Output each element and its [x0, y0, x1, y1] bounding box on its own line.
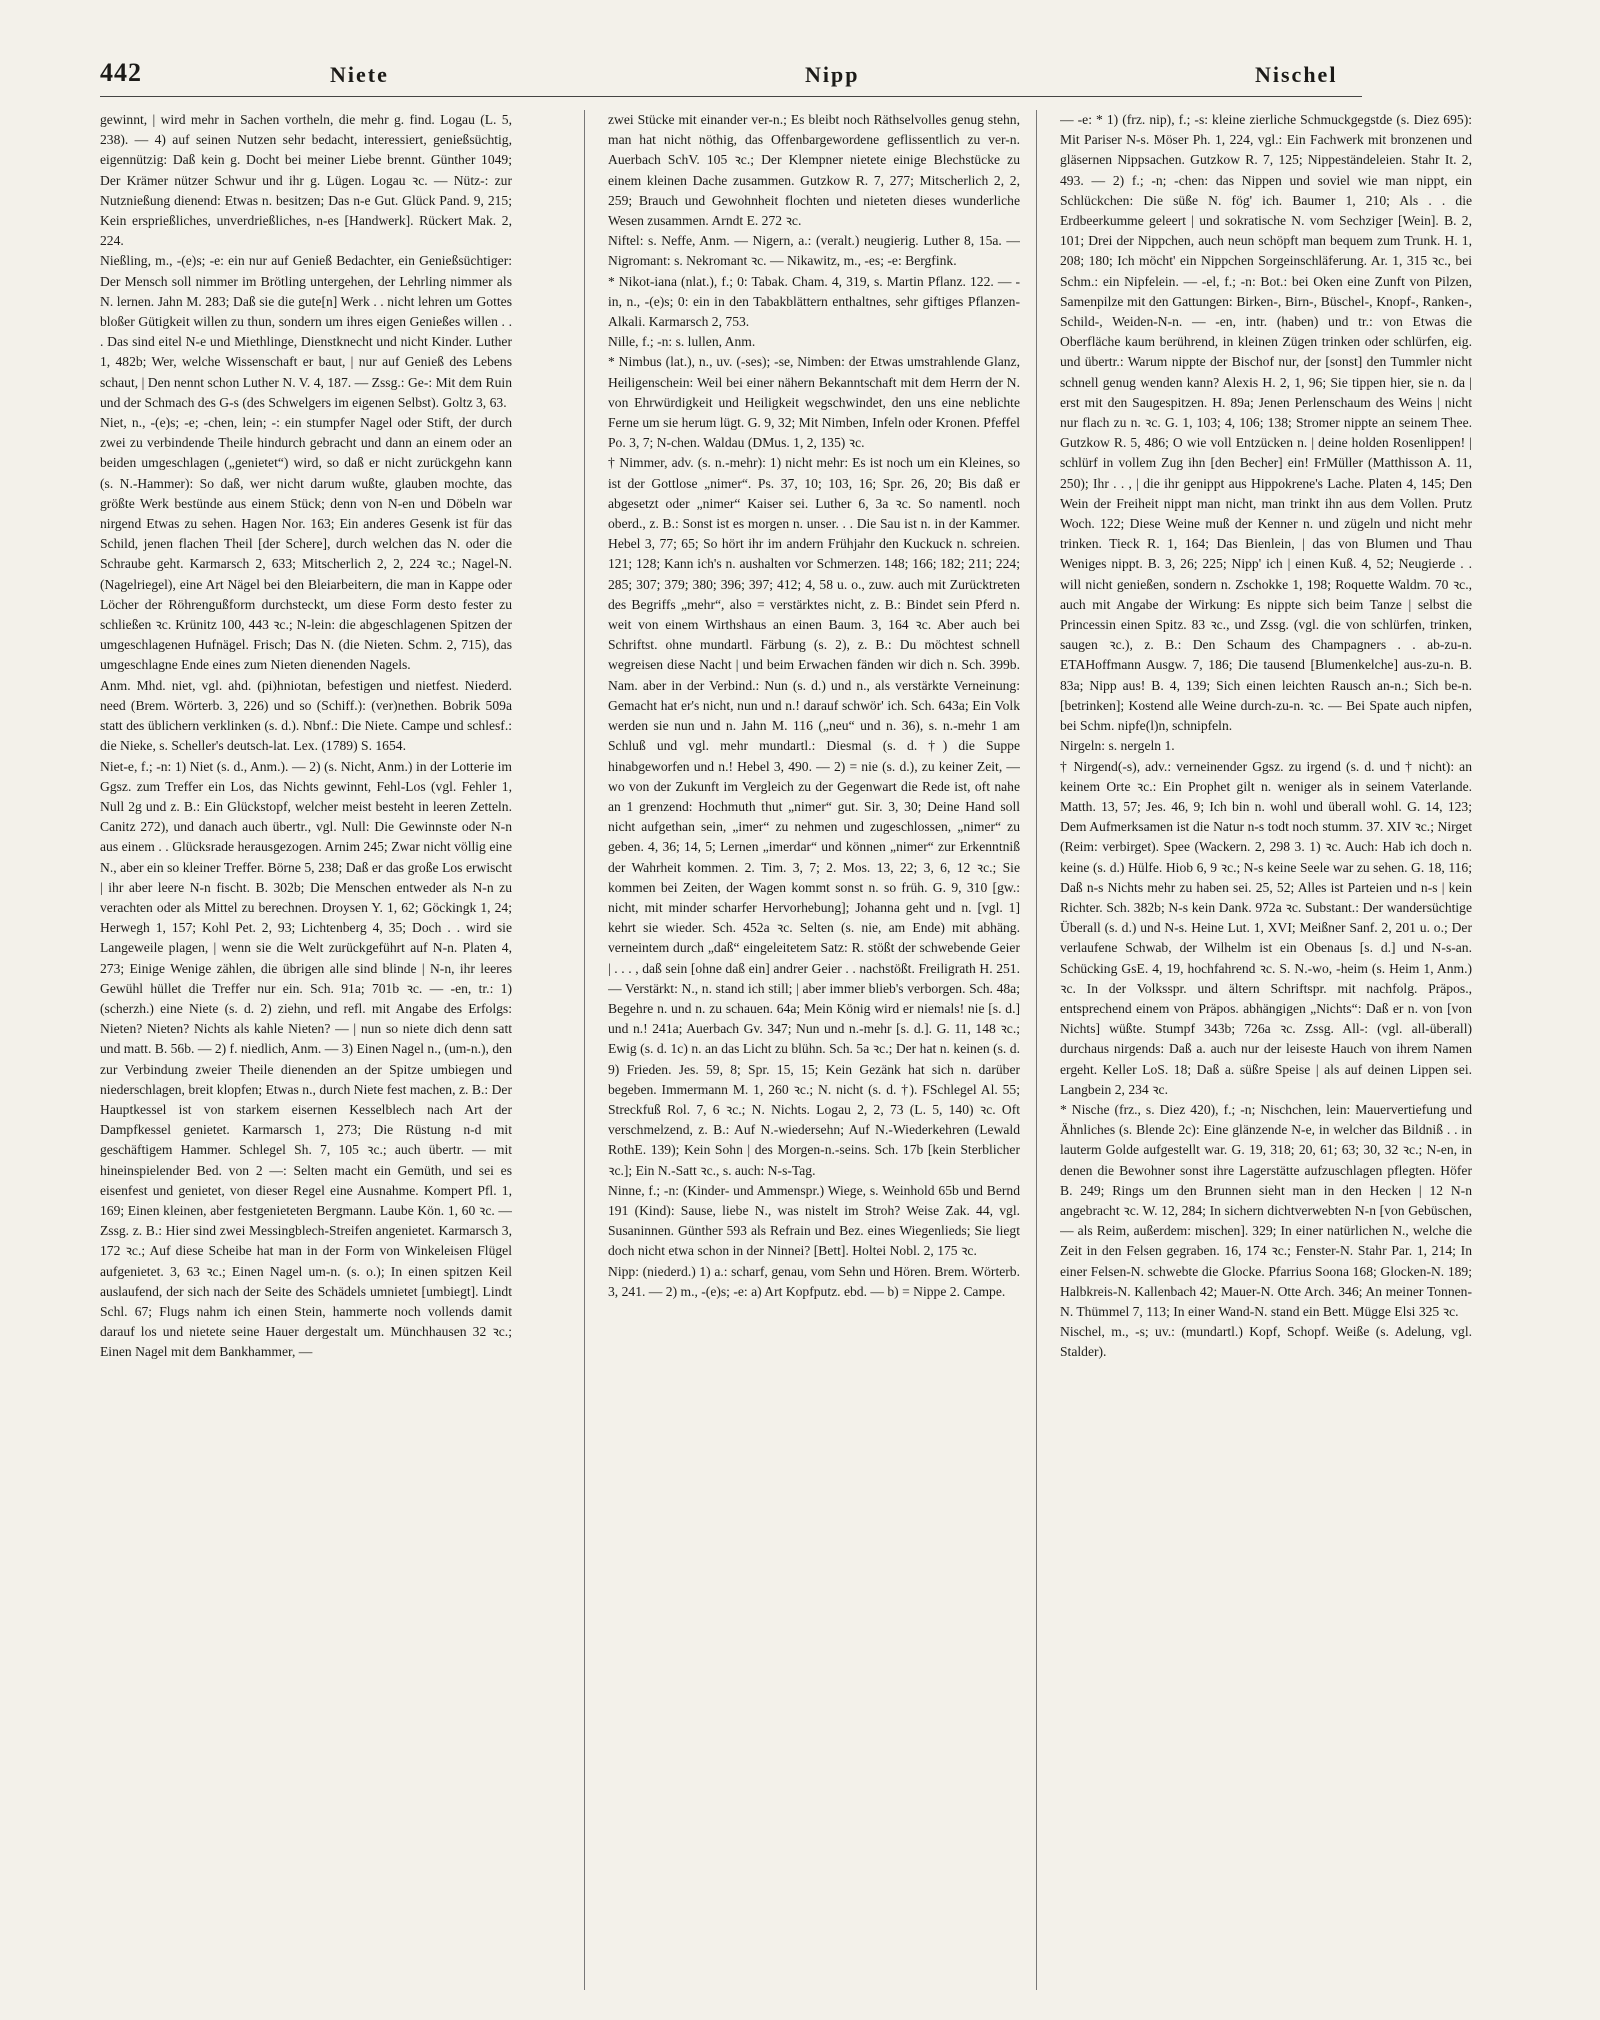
page-header: [100, 58, 1360, 92]
entry-paragraph: Nirgeln: s. nergeln 1.: [1060, 738, 1175, 754]
entry-paragraph: Nipp: (niederd.) 1) a.: scharf, genau, vom Sehn und Hören. Brem. Wörterb. 3, 241. — 2) m., -(e)s; -e: a) Art Kopfputz. ebd. — b) = Nippe 2. Campe.: [608, 1263, 1020, 1299]
entry-paragraph: zwei Stücke mit einander ver-n.; Es bleibt noch Räthselvolles genug stehn, man hat nicht nöthig, das Offenbargewordene geflissentlich zu ver-n. Auerbach SchV. 105 ꝛc.; Der Klempner nietete einige Blechstücke zu einem kleinen Dache zusammen. Gutzkow R. 7, 277; Mitscherlich 2, 2, 259; Brauch und Gewohnheit flochten und nieteten dieses wunderliche Wesen zusammen. Arndt E. 272 ꝛc.: [608, 112, 1020, 229]
entry-paragraph: † Nimmer, adv. (s. n.-mehr): 1) nicht mehr: Es ist noch um ein Kleines, so ist der Gottlose „nimer“. Ps. 37, 10; 103, 16; Spr. 26, 20; Bis daß er abgesetzt oder „nimer“ Kaiser sei. Luther 6, 3a ꝛc. So namentl. noch oberd., z. B.: Sonst ist es morgen n. unser. . . Die Sau ist n. in der Kammer. Hebel 3, 77; 65; So hört ihr im andern Frühjahr den Kuckuck n. schreien. 121; 128; Kann ich's n. aushalten vor Schmerzen. 148; 166; 182; 211; 224; 285; 307; 379; 380; 396; 397; 412; 4, 58 u. o., zuw. auch mit Zurücktreten des Begriffs „mehr“, also = verstärktes nicht, z. B.: Bindet sein Pferd n. weit von einem Wirthshaus an einen Baum. 3, 164 ꝛc. Aber auch bei Schriftst. ohne mundartl. Färbung (s. 2), z. B.: Du möchtest schnell wegreisen diese Nacht | und beim Erwachen fänden wir dich n. Sch. 399b. Nam. aber in der Verbind.: Nun (s. d.) und n., als verstärkte Verneinung: Gemacht hat er's nicht, nun und n.! darauf schwör' ich. Sch. 643a; Ein Volk werden sie nun und n. Jahn M. 116 („neu“ und n. 36), s. n.-mehr 1 am Schluß und vgl. mehr mundartl.: Diesmal (s. d. †) die Suppe hinabgeworfen und n.! Hebel 3, 490. — 2) = nie (s. d.), zu keiner Zeit, — wo von der Zukunft im Vergleich zu der Gegenwart die Rede ist, oft nahe an 1 grenzend: Hochmuth thut „nimer“ gut. Sir. 3, 30; Deine Hand soll nicht aufgethan sein, „imer“ zu nehmen und zugeschlossen, „nimer“ zu geben. 4, 36; 14, 5; Lernen „imerdar“ und können „nimer“ zur Erkenntniß der Wahrheit kommen. 2. Tim. 3, 7; 2. Mos. 13, 22; 3, 6, 12 ꝛc.; Sie kommen bei Zeiten, der Wagen kommt sonst n. so früh. G. 9, 310 [gw.: nicht, mit minder scharfer Hervorhebung]; Johanna geht und n. [vgl. 1] kehrt sie wieder. Sch. 452a ꝛc. Selten (s. nie, am Ende) mit abhäng. verneintem durch „daß“ eingeleitetem Satz: R. stößt der schwebende Geier | . . . , daß sein [ohne daß ein] andrer Geier . . nachstößt. Freiligrath H. 251. — Verstärkt: N., n. stand ich still; | aber immer blieb's verborgen. Sch. 48a; Begehre n. und n. zu schauen. 64a; Mein König wird er niemals! nie [s. d.] und n.! 241a; Auerbach Gv. 347; Nun und n.-mehr [s. d.]. G. 11, 148 ꝛc.; Ewig (s. d. 1c) n. an das Licht zu blühn. Sch. 5a ꝛc.; Der hat n. keinen (s. d. 9) Frieden. Jes. 59, 8; Spr. 15, 15; Kein Gezänk hat sich n. darüber begeben. Immermann M. 1, 260 ꝛc.; N. nicht (s. d. †). FSchlegel Al. 55; Streckfuß Rol. 7, 6 ꝛc.; N. Nichts. Logau 2, 2, 73 (L. 5, 140) ꝛc. Oft verschmelzend, z. B.: Auf N.-wiedersehn; Auf N.-Wiederkehren (Lewald RothE. 139); Kein Sohn | des Morgen-n.-seins. Sch. 17b [kein Sterblicher ꝛc.]; Ein N.-Satt ꝛc., s. auch: N-s-Tag.: [608, 455, 1020, 1178]
column-right: [1060, 110, 1472, 1990]
entry-paragraph: Nischel, m., -s; uv.: (mundartl.) Kopf, Schopf. Weiße (s. Adelung, vgl. Stalder).: [1060, 1324, 1472, 1360]
entry-paragraph: Nille, f.; -n: s. lullen, Anm.: [608, 334, 756, 350]
entry-paragraph: — -e: * 1) (frz. nip), f.; -s: kleine zierliche Schmuckgegstde (s. Diez 695): Mit Pariser N-s. Möser Ph. 1, 224, vgl.: Ein Fachwerk mit bronzenen und gläsernen Nippsachen. Gutzkow R. 7, 125; Nippeständeleien. Stahr It. 2, 493. — 2) f.; -n; -chen: das Nippen und soviel wie man nippt, ein Schlückchen: Die süße N. fög' ich. Baumer 1, 210; Als . . die Erdbeerkumme geleert | und sokratische N. vom Sechziger [Wein]. B. 2, 101; Drei der Nippchen, auch neun schöpft man bequem zum Trunk. H. 1, 208; 180; Ich möcht' ein Nippchen Sorgeinschläferung. Ar. 1, 315 ꝛc., bei Schm.: ein Nipfelein. — -el, f.; -n: Bot.: bei Oken eine Zunft von Pilzen, Samenpilze mit den Gattungen: Birken-, Birn-, Büschel-, Knopf-, Ranken-, Schild-, Weiden-N-n. — -en, intr. (haben) und tr.: von Etwas die Oberfläche kaum berührend, in kleinen Zügen trinken oder schlürfen, eig. und übertr.: Warum nippte der Bischof nur, der [sonst] den Tummler nicht schnell genug wenden kann? Alexis H. 2, 1, 96; Sie tippen hier, sie n. da | erst mit den Saugespitzen. H. 89a; Jenen Perlenschaum des Weins | nicht nur flach zu n. ꝛc. G. 1, 103; 4, 106; 138; Stromer nippte an seinem Thee. Gutzkow R. 5, 486; O wie voll Entzücken n. | deine holden Rosenlippen! | schlürf in vollem Zug ihn [den Becher] ein! FrMüller (Matthisson A. 11, 250); Ihr . . , | die ihr genippt aus Hippokrene's Lache. Platen 4, 145; Den Wein der Freiheit nippt man nicht, man trinkt ihn aus dem Vollen. Prutz Woch. 122; Diese Weine muß der Kenner n. und zügeln und nicht mehr trinken. Tieck R. 1, 164; Das Bienlein, | das von Blumen und Thau Weniges nippt. B. 3, 26; 225; Nipp' ich | einen Kuß. 4, 52; Neugierde . . will nicht genießen, sondern n. Zschokke 1, 198; Roquette Waldm. 70 ꝛc., auch mit Angabe der Wirkung: Es nippte sich beim Tanze | selbst die Princessin einen Spitz. 83 ꝛc., und Zssg. (vgl. die von schlürfen, trinken, saugen ꝛc.), z. B.: Den Schaum des Champagners . . ab-zu-n. ETAHoffmann Ausgw. 7, 186; Die tausend [Blumenkelche] aus-zu-n. B. 83a; Nipp aus! B. 4, 139; Sich einen leichten Rausch an-n.; Sich be-n. [betrinken]; Kostend alle Weine durch-zu-n. ꝛc. — Bei Spate auch nipfen, bei Schm. nipfe(l)n, schnipfeln.: [1060, 112, 1472, 734]
entry-paragraph: Ninne, f.; -n: (Kinder- und Ammenspr.) Wiege, s. Weinhold 65b und Bernd 191 (Kind): Sause, liebe N., was nistelt im Stroh? Weise Zak. 44, vgl. Susaninnen. Günther 593 als Refrain und Bez. eines Wiegenlieds; Sie liegt doch nicht etwa schon in der Ninnei? [Bett]. Holtei Nobl. 2, 175 ꝛc.: [608, 1182, 1020, 1259]
catchword-right: Nischel: [1255, 62, 1338, 87]
entry-paragraph: * Nikot-iana (nlat.), f.; 0: Tabak. Cham. 4, 319, s. Martin Pflanz. 122. — -in, n., -(e)s; 0: ein in den Tabakblättern enthaltnes, sehr giftiges Pflanzen-Alkali. Karmarsch 2, 753.: [608, 273, 1020, 330]
entry-paragraph: Niet, n., -(e)s; -e; -chen, lein; -: ein stumpfer Nagel oder Stift, der durch zwei zu verbindende Theile hindurch gebracht und dann an einem oder an beiden umgeschlagen („genietet“) wird, so daß er nicht zurückgehn kann (s. N.-Hammer): So daß, wer nicht darum wußte, glauben mochte, das größte Werk bestünde aus einem Stück; denn von N-en und Döbeln war nirgend Etwas zu sehen. Hagen Nor. 163; Ein anderes Gesenk ist für das Schild, jenen flachen Theil [der Schere], durch welchen das N. oder die Schraube geht. Karmarsch 2, 633; Mitscherlich 2, 2, 224 ꝛc.; Nagel-N. (Nagelriegel), eine Art Nägel bei den Bleiarbeitern, die man in Kappe oder Löcher der Röhrengußform durchsteckt, um diese Form desto fester zu schließen ꝛc. Krünitz 100, 443 ꝛc.; N-lein: die abgeschlagenen Spitzen der umgeschlagenen Hufnägel. Frisch; Das N. (die Nieten. Schm. 2, 715), das umgeschlagne Ende eines zum Nieten dienenden Nagels.: [100, 415, 512, 673]
entry-paragraph: gewinnt, | wird mehr in Sachen vortheln, die mehr g. find. Logau (L. 5, 238). — 4) auf seinen Nutzen sehr bedacht, interessiert, genießsüchtig, eigennützig: Daß kein g. Docht bei meiner Liebe brennt. Günther 1049; Der Krämer nützer Schwur und ihr g. Lügen. Logau ꝛc. — Nütz-: zur Nutznießung dienend: Etwas n. besitzen; Das n-e Gut. Glück Pand. 9, 215; Kein ersprießliches, unverdrießliches, n-es [Handwerk]. Rückert Mak. 2, 224.: [100, 112, 512, 249]
column-divider: [584, 110, 585, 1990]
catchword-middle: Nipp: [805, 62, 860, 87]
page-number: 442: [100, 58, 142, 87]
catchword-left: Niete: [330, 62, 389, 87]
entry-paragraph: Niet-e, f.; -n: 1) Niet (s. d., Anm.). — 2) (s. Nicht, Anm.) in der Lotterie im Ggsz. zum Treffer ein Los, das Nichts gewinnt, Fehl-Los (vgl. Fehler 1, Null 2g und z. B.: Ein Glückstopf, welcher meist besteht in leeren Zetteln. Canitz 272), und danach auch übertr., vgl. Null: Die Gewinnste oder N-n aus einem . . Glücksrade herausgezogen. Arnim 245; Zwar nicht völlig eine N., aber ein so kleiner Treffer. Börne 5, 238; Daß er das große Los erwischt | ihr aber leere N-n fischt. B. 302b; Die Menschen entweder als N-n zu verachten oder als Mittel zu berechnen. Droysen Y. 1, 62; Göckingk 1, 24; Herwegh 1, 157; Kohl Pet. 2, 93; Lichtenberg 4, 35; Doch . . wird sie Langeweile plagen, | wenn sie die Welt zurückgeführt auf N-n. Platen 4, 273; Einige Wenige zählen, die übrigen alle sind blinde | N-n, ihr leeres Gewühl hüllet die Treffer nur ein. Sch. 91a; 701b ꝛc. — -en, tr.: 1) (scherzh.) eine Niete (s. d. 2) ziehn, und refl. mit Angabe des Erfolgs: Nieten? Nieten? Nichts als kahle Nieten? — | nun so niete dich denn satt und matt. B. 56b. — 2) f. niedlich, Anm. — 3) Einen Nagel n., (um-n.), den zur Verbindung zweier Theile dienenden an der Spitze umbiegen und niederschlagen, breit klopfen; Etwas n., durch Niete fest machen, z. B.: Der Hauptkessel ist von starkem eisernen Kesselblech nach Art der Dampfkessel genietet. Karmarsch 1, 273; Die Rüstung n-d mit geschäftigem Hammer. Schlegel Sh. 7, 105 ꝛc.; auch übertr. — mit hineinspielender Bed. von 2 —: Selten macht ein Gemüth, und sei es eisenfest und genietet, von dieser Regel eine Ausnahme. Kompert Pfl. 1, 169; Einen kleinen, aber festgenieteten Bergmann. Laube Kön. 1, 60 ꝛc. — Zssg. z. B.: Hier sind zwei Messingblech-Streifen angenietet. Karmarsch 3, 172 ꝛc.; Auf diese Scheibe hat man in der Form von Winkeleisen Flügel aufgenietet. 3, 63 ꝛc.; Einen Nagel um-n. (s. o.); In einen spitzen Keil auslaufend, der sich nach der Seite des Schädels umnietet [umbiegt]. Lindt Schl. 67; Flugs nahm ich einen Stein, hammerte noch vollends damit darauf los und nietete seine Hauer dergestalt um. Münchhausen 32 ꝛc.; Einen Nagel mit dem Bankhammer, —: [100, 758, 512, 1360]
entry-paragraph: * Nimbus (lat.), n., uv. (-ses); -se, Nimben: der Etwas umstrahlende Glanz, Heiligenschein: Weil bei einer nähern Bekanntschaft mit dem Herrn der N. von Ehrwürdigkeit und Heiligkeit wegschwindet, den uns eine neblichte Ferne um sie herum lügt. G. 9, 32; Mit Nimben, Infeln oder Kronen. Pfeffel Po. 3, 7; N-chen. Waldau (DMus. 1, 2, 135) ꝛc.: [608, 354, 1020, 451]
entry-paragraph: † Nirgend(-s), adv.: verneinender Ggsz. zu irgend (s. d. und † nicht): an keinem Orte ꝛc.: Ein Prophet gilt n. weniger als in seinem Vaterlande. Matth. 13, 57; Jes. 46, 9; Ich bin n. wohl und überall wohl. G. 14, 123; Dem Aufmerksamen ist die Natur n-s todt noch stumm. 37. XIV ꝛc.; Nirget (Reim: verbirget). Spee (Wackern. 2, 298 3. 1) ꝛc. Auch: Hab ich doch n. keine (s. d.) Hülfe. Hiob 6, 9 ꝛc.; N-s keine Seele war zu sehen. G. 18, 116; Daß n-s Nichts mehr zu haben sei. 25, 52; Alles ist Parteien und n-s | kein Richter. Sch. 382b; N-s kein Dank. 972a ꝛc. Substant.: Der wandersüchtige Überall (s. d.) und N-s. Heine Lut. 1, XVI; Meißner Sanf. 2, 201 u. o.; Der verlaufene Schwab, der Wilhelm ist ein Obenaus [s. d.] und N-s-an. Schücking GsE. 4, 19, hochfahrend ꝛc. S. N.-wo, -heim (s. Heim 1, Anm.) ꝛc. In der Volksspr. und ältern Schriftspr. mit nachfolg. Präpos., entsprechend einem von Präpos. abhängigen „Nichts“: Daß er n. von [von Nichts] wüßte. Stumpf 343b; 726a ꝛc. Zssg. All-: (vgl. all-überall) durchaus nirgends: Daß a. auch nur der leiseste Hauch von ihrem Namen ergeht. Keller LoS. 18; Daß a. süßre Speise | als auf deinen Lippen sei. Langbein 2, 234 ꝛc.: [1060, 758, 1472, 1097]
entry-paragraph: Anm. Mhd. niet, vgl. ahd. (pi)hniotan, befestigen und nietfest. Niederd. need (Brem. Wörterb. 3, 226) und so (Schiff.): (ver)nethen. Bobrik 509a statt des üblichern verklinken (s. d.). Nbnf.: Die Niete. Campe und schlesf.: die Nieke, s. Scheller's deutsch-lat. Lex. (1789) S. 1654.: [100, 677, 512, 754]
entry-paragraph: Nießling, m., -(e)s; -e: ein nur auf Genieß Bedachter, ein Genießsüchtiger: Der Mensch soll nimmer im Brötling untergehen, der Lehrling nimmer als N. lernen. Jahn M. 283; Daß sie die gute[n] Werk . . nicht lehren um Gottes bloßer Gütigkeit willen zu thun, sondern um ihres eigen Genießes willen . . . Das sind eitel N-e und Miethlinge, Dienstknecht und nicht Kinder. Luther 1, 482b; Wer, welche Wissenschaft er baut, | nur auf Genieß des Lebens schaut, | Den nennt schon Luther N. V. 4, 187. — Zssg.: Ge-: Mit dem Ruin und der Schmach des G-s (des Schwelgers im eigenen Selbst). Goltz 3, 63.: [100, 253, 512, 410]
entry-paragraph: * Nische (frz., s. Diez 420), f.; -n; Nischchen, lein: Mauervertiefung und Ähnliches (s. Blende 2c): Eine glänzende N-e, in welcher das Bildniß . . in lauterm Golde aufgestellt war. G. 19, 318; 20, 61; 63; 30, 32 ꝛc.; N-en, in denen die Bewohner sonst ihre Lagerstätte aufzuschlagen pflegten. Höfer B. 249; Rings um den Brunnen sieht man in den Hecken | 12 N-n angebracht ꝛc. W. 12, 284; In sichern dichtverwebten N-n [von Gebüschen, — als Reim, außerdem: mischen]. 329; In einer natürlichen N., welche die Zeit in den Felsen gegraben. 16, 174 ꝛc.; Fenster-N. Stahr Par. 1, 214; In einer Felsen-N. schwebte die Glocke. Pfarrius Soona 168; Glocken-N. 189; Halbkreis-N. Kallenbach 42; Mauer-N. Otte Arch. 346; An meiner Tonnen-N. Thümmel 7, 113; In einer Wand-N. stand ein Bett. Müggе Elsi 325 ꝛc.: [1060, 1101, 1472, 1319]
column-left: [100, 110, 512, 1990]
column-middle: [608, 110, 1020, 1990]
header-rule: [100, 96, 1362, 97]
column-divider: [1036, 110, 1037, 1990]
entry-paragraph: Niftel: s. Neffe, Anm. — Nigern, a.: (veralt.) neugierig. Luther 8, 15a. — Nigromant: s. Nekromant ꝛc. — Nikawitz, m., -es; -e: Bergfink.: [608, 233, 1020, 269]
